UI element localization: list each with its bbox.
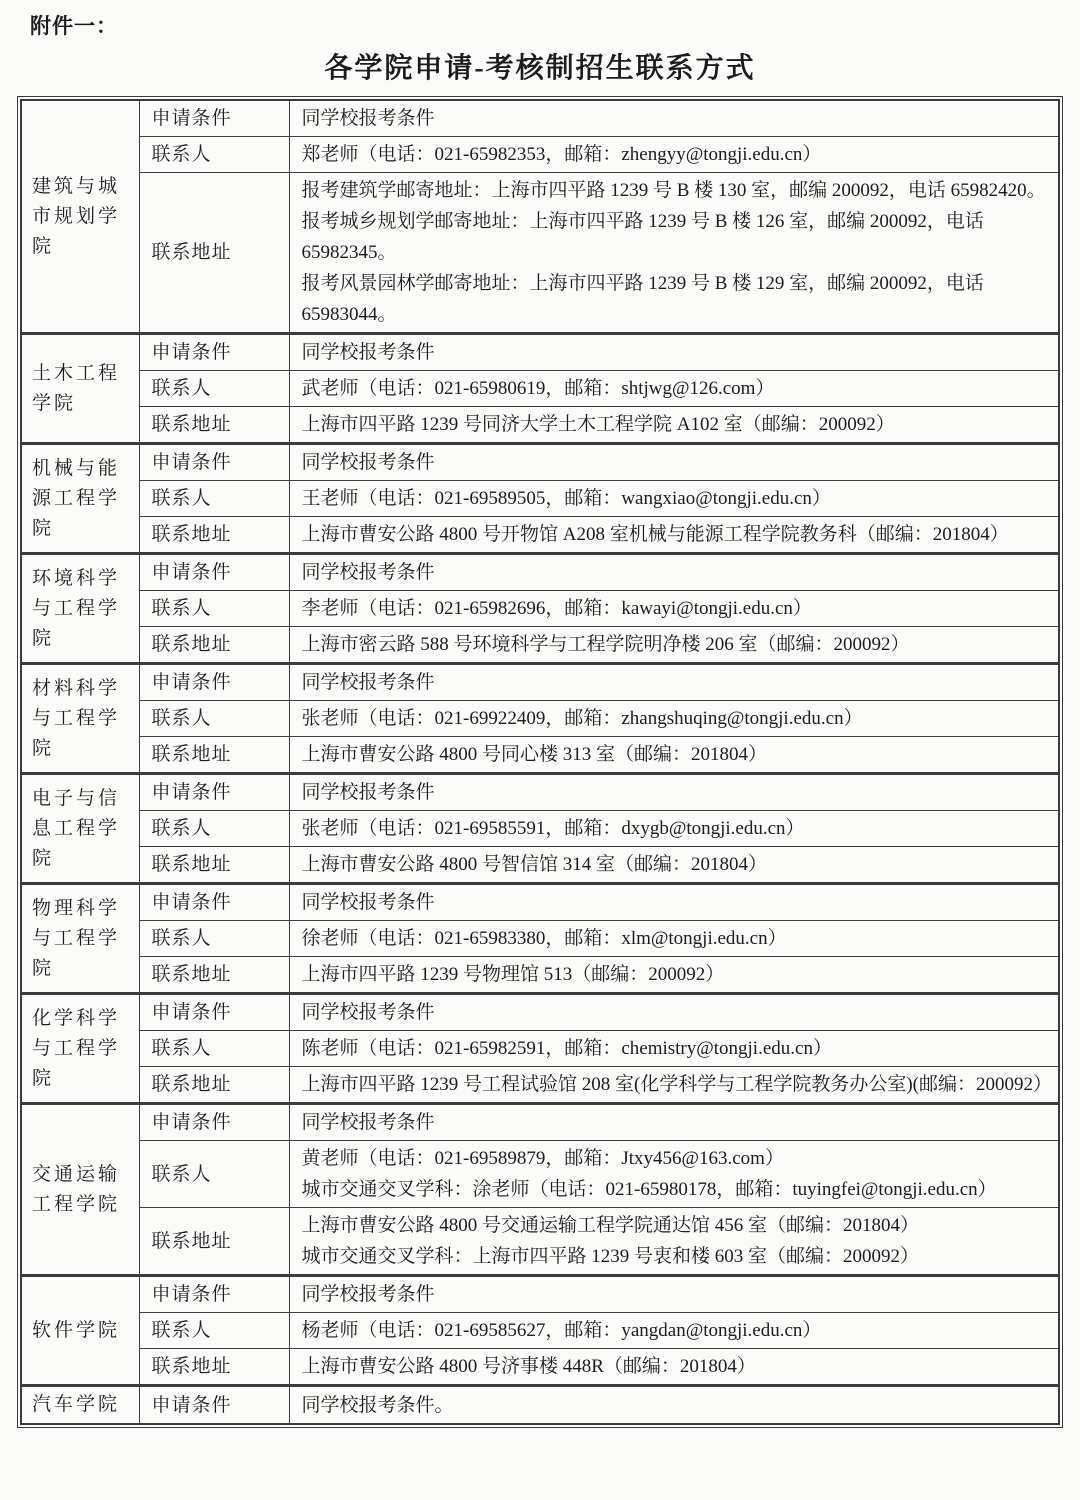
table-row [21, 627, 1059, 664]
table-row [21, 921, 1059, 957]
row-label-cell: 申请条件 [139, 994, 289, 1031]
table-row [21, 811, 1059, 847]
row-label-cell: 联系地址 [139, 627, 289, 664]
row-label-cell: 联系地址 [139, 407, 289, 444]
content-line: 上海市四平路 1239 号物理馆 513（邮编：200092） [301, 964, 725, 985]
content-line: 黄老师（电话：021-69589879，邮箱：Jtxy456@163.com） [301, 1148, 784, 1169]
content-line: 上海市曹安公路 4800 号济事楼 448R（邮编：201804） [301, 1356, 756, 1377]
table-row [21, 371, 1059, 407]
table-row [21, 1313, 1059, 1349]
college-name-cell: 土木工程学院 [21, 334, 139, 444]
row-label-cell: 联系地址 [139, 1349, 289, 1386]
row-content-cell [289, 334, 1059, 371]
table-row [21, 994, 1059, 1031]
row-content-cell [289, 1067, 1059, 1104]
row-label-cell: 联系地址 [139, 1067, 289, 1104]
row-content-cell [289, 444, 1059, 481]
table-row [21, 664, 1059, 701]
content-line: 同学校报考条件 [301, 1284, 435, 1305]
row-content-cell [289, 1349, 1059, 1386]
table-row [21, 517, 1059, 554]
row-label-cell: 申请条件 [139, 1386, 289, 1425]
college-name-cell: 电子与信息工程学院 [21, 774, 139, 884]
content-line: 同学校报考条件 [301, 452, 435, 473]
row-label-cell: 申请条件 [139, 100, 289, 137]
college-name-cell: 汽车学院 [21, 1386, 139, 1425]
content-line: 上海市曹安公路 4800 号开物馆 A208 室机械与能源工程学院教务科（邮编：201804） [301, 524, 1009, 545]
contact-table-frame [17, 96, 1063, 1428]
row-content-cell [289, 921, 1059, 957]
row-label-cell: 联系人 [139, 481, 289, 517]
content-line: 郑老师（电话：021-65982353，邮箱：zhengyy@tongji.edu.cn） [301, 144, 822, 165]
table-row [21, 407, 1059, 444]
table-row [21, 701, 1059, 737]
table-row [21, 847, 1059, 884]
row-label-cell: 申请条件 [139, 1276, 289, 1313]
row-label-cell: 联系人 [139, 811, 289, 847]
row-label-cell: 申请条件 [139, 774, 289, 811]
table-row [21, 444, 1059, 481]
college-name-cell: 机械与能源工程学院 [21, 444, 139, 554]
row-content-cell [289, 1031, 1059, 1067]
content-line: 同学校报考条件 [301, 108, 435, 129]
content-line: 李老师（电话：021-65982696，邮箱：kawayi@tongji.edu.cn） [301, 598, 812, 619]
table-row [21, 1141, 1059, 1208]
table-row [21, 737, 1059, 774]
row-label-cell: 联系人 [139, 1031, 289, 1067]
content-line: 武老师（电话：021-65980619，邮箱：shtjwg@126.com） [301, 378, 775, 399]
table-row [21, 1386, 1059, 1425]
row-label-cell: 联系地址 [139, 957, 289, 994]
content-line: 张老师（电话：021-69922409，邮箱：zhangshuqing@tongji.edu.cn） [301, 708, 863, 729]
page-title: 各学院申请-考核制招生联系方式 [324, 53, 756, 84]
table-row [21, 1104, 1059, 1141]
row-content-cell [289, 554, 1059, 591]
row-label-cell: 申请条件 [139, 554, 289, 591]
content-line: 同学校报考条件 [301, 562, 435, 583]
row-label-cell: 联系人 [139, 137, 289, 173]
table-row [21, 481, 1059, 517]
table-row [21, 774, 1059, 811]
row-content-cell [289, 994, 1059, 1031]
row-content-cell [289, 847, 1059, 884]
content-line: 上海市四平路 1239 号同济大学土木工程学院 A102 室（邮编：200092） [301, 414, 895, 435]
contact-table-body [21, 100, 1059, 1424]
table-row [21, 1031, 1059, 1067]
row-content-cell [289, 517, 1059, 554]
row-content-cell [289, 884, 1059, 921]
row-label-cell: 联系地址 [139, 173, 289, 334]
content-line: 同学校报考条件 [301, 342, 435, 363]
table-row [21, 957, 1059, 994]
row-label-cell: 申请条件 [139, 334, 289, 371]
content-line: 同学校报考条件。 [301, 1394, 454, 1416]
content-line: 上海市曹安公路 4800 号同心楼 313 室（邮编：201804） [301, 744, 768, 765]
row-content-cell [289, 371, 1059, 407]
row-label-cell: 联系人 [139, 921, 289, 957]
content-line: 同学校报考条件 [301, 782, 435, 803]
row-label-cell: 申请条件 [139, 884, 289, 921]
row-label-cell: 联系人 [139, 591, 289, 627]
content-line: 上海市曹安公路 4800 号智信馆 314 室（邮编：201804） [301, 854, 768, 875]
row-content-cell [289, 137, 1059, 173]
table-row [21, 173, 1059, 334]
row-label-cell: 联系人 [139, 1141, 289, 1208]
row-content-cell [289, 1276, 1059, 1313]
contact-table [20, 99, 1060, 1425]
row-label-cell: 联系人 [139, 701, 289, 737]
attachment-label: 附件一： [30, 14, 118, 38]
table-row [21, 1276, 1059, 1313]
row-content-cell [289, 100, 1059, 137]
content-line: 报考建筑学邮寄地址：上海市四平路 1239 号 B 楼 130 室，邮编 200092，电话 65982420。 [301, 180, 1046, 201]
college-name-cell: 环境科学与工程学院 [21, 554, 139, 664]
row-label-cell: 联系人 [139, 1313, 289, 1349]
row-content-cell [289, 1313, 1059, 1349]
content-line: 报考城乡规划学邮寄地址：上海市四平路 1239 号 B 楼 126 室，邮编 200092，电话 65982345。 [301, 211, 984, 263]
row-label-cell: 申请条件 [139, 444, 289, 481]
row-label-cell: 联系地址 [139, 1208, 289, 1276]
content-line: 报考风景园林学邮寄地址：上海市四平路 1239 号 B 楼 129 室，邮编 200092，电话 65983044。 [301, 273, 984, 325]
row-content-cell [289, 173, 1059, 334]
row-content-cell [289, 1208, 1059, 1276]
table-row [21, 1067, 1059, 1104]
content-line: 上海市曹安公路 4800 号交通运输工程学院通达馆 456 室（邮编：201804） [301, 1215, 920, 1236]
content-line: 上海市密云路 588 号环境科学与工程学院明净楼 206 室（邮编：200092） [301, 634, 910, 655]
row-label-cell: 联系地址 [139, 517, 289, 554]
table-row [21, 137, 1059, 173]
row-content-cell [289, 1386, 1059, 1425]
content-line: 同学校报考条件 [301, 892, 435, 913]
row-content-cell [289, 591, 1059, 627]
content-line: 同学校报考条件 [301, 1002, 435, 1023]
college-name-cell: 材料科学与工程学院 [21, 664, 139, 774]
content-line: 城市交通交叉学科：上海市四平路 1239 号衷和楼 603 室（邮编：200092） [301, 1246, 920, 1267]
row-content-cell [289, 957, 1059, 994]
row-label-cell: 联系人 [139, 371, 289, 407]
table-row [21, 554, 1059, 591]
content-line: 同学校报考条件 [301, 1112, 435, 1133]
row-content-cell [289, 1104, 1059, 1141]
row-content-cell [289, 1141, 1059, 1208]
table-row [21, 334, 1059, 371]
college-name-cell: 建筑与城市规划学院 [21, 100, 139, 334]
table-row [21, 1208, 1059, 1276]
table-row [21, 591, 1059, 627]
table-row [21, 100, 1059, 137]
content-line: 王老师（电话：021-69589505，邮箱：wangxiao@tongji.edu.cn） [301, 488, 831, 509]
row-content-cell [289, 737, 1059, 774]
row-label-cell: 申请条件 [139, 1104, 289, 1141]
content-line: 上海市四平路 1239 号工程试验馆 208 室(化学科学与工程学院教务办公室)(邮编：200092） [301, 1074, 1052, 1095]
row-content-cell [289, 811, 1059, 847]
row-content-cell [289, 407, 1059, 444]
row-content-cell [289, 664, 1059, 701]
table-row [21, 884, 1059, 921]
row-label-cell: 申请条件 [139, 664, 289, 701]
college-name-cell: 交通运输工程学院 [21, 1104, 139, 1276]
content-line: 城市交通交叉学科：涂老师（电话：021-65980178，邮箱：tuyingfei@tongji.edu.cn） [301, 1179, 997, 1200]
college-name-cell: 软件学院 [21, 1276, 139, 1386]
college-name-cell: 化学科学与工程学院 [21, 994, 139, 1104]
table-row [21, 1349, 1059, 1386]
content-line: 同学校报考条件 [301, 672, 435, 693]
content-line: 张老师（电话：021-69585591，邮箱：dxygb@tongji.edu.cn） [301, 818, 805, 839]
row-content-cell [289, 481, 1059, 517]
row-label-cell: 联系地址 [139, 847, 289, 884]
content-line: 杨老师（电话：021-69585627，邮箱：yangdan@tongji.edu.cn） [301, 1320, 822, 1341]
row-content-cell [289, 701, 1059, 737]
row-content-cell [289, 627, 1059, 664]
content-line: 陈老师（电话：021-65982591，邮箱：chemistry@tongji.edu.cn） [301, 1038, 832, 1059]
row-content-cell [289, 774, 1059, 811]
content-line: 徐老师（电话：021-65983380，邮箱：xlm@tongji.edu.cn） [301, 928, 787, 949]
row-label-cell: 联系地址 [139, 737, 289, 774]
college-name-cell: 物理科学与工程学院 [21, 884, 139, 994]
